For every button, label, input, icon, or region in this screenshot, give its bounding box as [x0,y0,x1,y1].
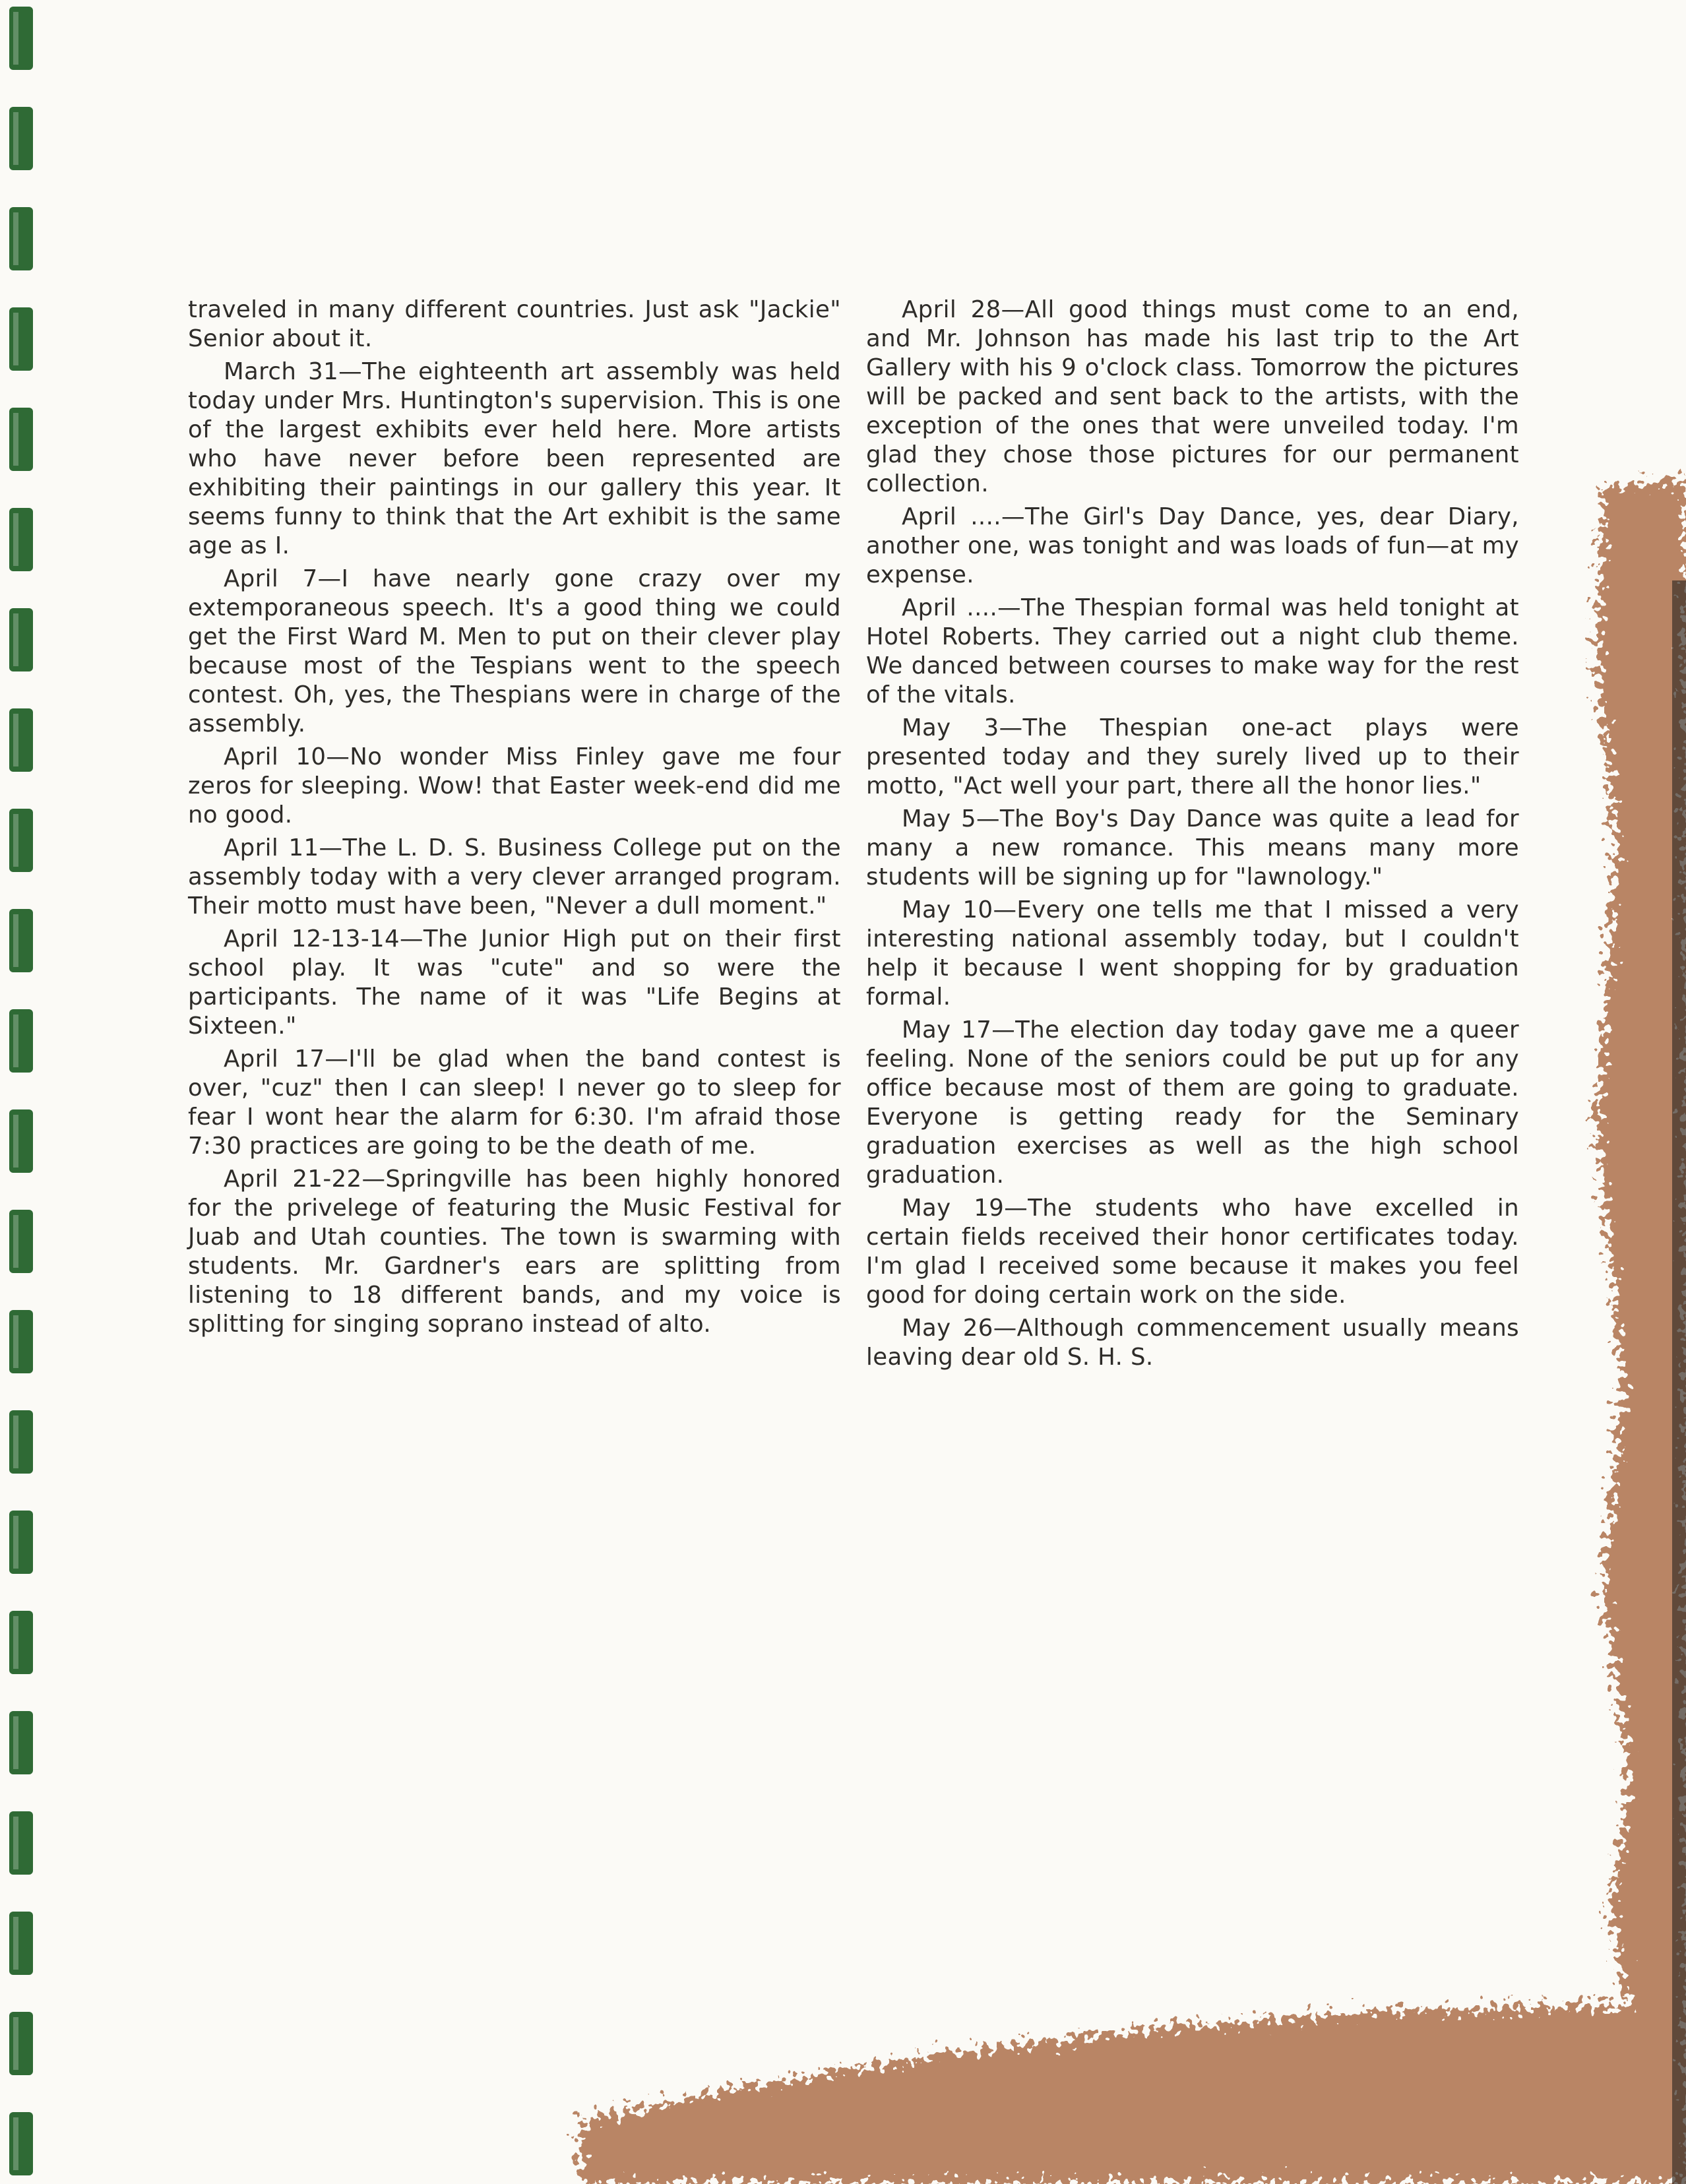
binding-ring [9,909,33,972]
binding-ring-highlight [13,1416,18,1468]
binding-ring-highlight [13,1315,18,1368]
binding-ring [9,809,33,872]
binding-ring-highlight [13,112,18,165]
diary-entry-april-11: April 11—The L. D. S. Business College put on the assembly today with a very clever arranged program. Their motto must have been, "Never a dull moment." [188,834,841,920]
diary-entry-girls-day-dance: April ....—The Girl's Day Dance, yes, dear Diary, another one, was tonight and was loads of fun—at my expense. [866,503,1519,588]
binding-ring-highlight [13,1115,18,1168]
binding-ring-highlight [13,212,18,265]
diary-entry-april-21-22: April 21-22—Springville has been highly honored for the privelege of featuring the Music Festival for Juab and Utah counties. The town is swarming with students. Mr. Gardner's ears are splitting from listening to 18 different bands, and my voice is splitting for singing soprano instead of alto. [188,1166,841,1338]
diary-entry: traveled in many different countries. Just ask "Jackie" Senior about it. [188,296,841,352]
diary-entry-may-19: May 19—The students who have excelled in certain fields received their honor certificates today. I'm glad I received some because it makes you feel good for doing certain work on the side. [866,1195,1519,1309]
binding-ring [9,608,33,671]
right-text-column [866,296,1519,1376]
binding-ring [9,508,33,571]
diary-entry-may-10: May 10—Every one tells me that I missed a very interesting national assembly today, but I couldn't help it because I went shopping for by graduation formal. [866,896,1519,1011]
binding-ring-highlight [13,1917,18,1970]
binding-ring [9,1611,33,1674]
binding-ring [9,107,33,170]
binding-ring-highlight [13,1716,18,1769]
diary-entry-may-17: May 17—The election day today gave me a queer feeling. None of the seniors could be put up for any office because most of them are going to graduate. Everyone is getting ready for the Seminary graduation exercises as well as the high school graduation. [866,1016,1519,1189]
binding-ring [9,1711,33,1774]
diary-entry-april-12-13-14: April 12-13-14—The Junior High put on their first school play. It was "cute" and so were the participants. The name of it was "Life Begins at Sixteen." [188,925,841,1040]
binding-ring [9,307,33,371]
binding-ring-highlight [13,413,18,466]
binding-ring-highlight [13,2017,18,2070]
binding-ring-highlight [13,814,18,867]
binding-ring [9,1811,33,1875]
binding-ring [9,1511,33,1574]
diary-entry-may-5: May 5—The Boy's Day Dance was quite a lead for many a new romance. This means many more students will be signing up for "lawnology." [866,805,1519,890]
binding-ring [9,408,33,471]
binding-ring [9,1310,33,1373]
left-text-column [188,296,841,1343]
binding-ring [9,1410,33,1474]
diary-entry-march-31: March 31—The eighteenth art assembly was held today under Mrs. Huntington's supervision. This is one of the largest exhibits ever held here. More artists who have never before been represented are exhibiting their paintings in our gallery this year. It seems funny to think that the Art exhibit is the same age as I. [188,358,841,559]
binding-ring-highlight [13,1516,18,1569]
binding-ring [9,207,33,270]
binding-ring-highlight [13,513,18,566]
binding-ring [9,1009,33,1073]
binding-ring-highlight [13,914,18,967]
binding-ring [9,708,33,772]
binding-ring-highlight [13,1014,18,1067]
diary-entry-april-7: April 7—I have nearly gone crazy over my extemporaneous speech. It's a good thing we could get the First Ward M. Men to put on their clever play because most of the Tespians went to the speech contest. Oh, yes, the Thespians were in charge of the assembly. [188,565,841,737]
binding-ring-highlight [13,12,18,65]
binding-ring-highlight [13,313,18,365]
binding-ring [9,1109,33,1173]
binding-ring-highlight [13,613,18,666]
binding-ring-highlight [13,1616,18,1669]
diary-entry-may-26: May 26—Although commencement usually means leaving dear old S. H. S. [866,1315,1519,1371]
diary-entry-april-17: April 17—I'll be glad when the band contest is over, "cuz" then I can sleep! I never go to sleep for fear I wont hear the alarm for 6:30. I'm afraid those 7:30 practices are going to be the death of me. [188,1045,841,1160]
diary-entry-april-10: April 10—No wonder Miss Finley gave me four zeros for sleeping. Wow! that Easter week-end did me no good. [188,743,841,828]
diary-entry-april-28: April 28—All good things must come to an end, and Mr. Johnson has made his last trip to the Art Gallery with his 9 o'clock class. Tomorrow the pictures will be packed and sent back to the artists, with the exception of the ones that were unveiled today. I'm glad they chose those pictures for our permanent collection. [866,296,1519,497]
binding-ring-highlight [13,714,18,766]
spiral-binding [0,0,46,2184]
diary-entry-may-3: May 3—The Thespian one-act plays were presented today and they surely lived up to their motto, "Act well your part, there all the honor lies." [866,714,1519,799]
binding-ring-highlight [13,2117,18,2170]
binding-ring-highlight [13,1215,18,1268]
binding-ring [9,2012,33,2075]
diary-entry-thespian-formal: April ....—The Thespian formal was held tonight at Hotel Roberts. They carried out a night club theme. We danced between courses to make way for the rest of the vitals. [866,594,1519,708]
binding-ring-highlight [13,1817,18,1869]
binding-ring [9,1912,33,1975]
binding-ring [9,1210,33,1273]
binding-ring [9,2112,33,2175]
binding-ring [9,7,33,70]
